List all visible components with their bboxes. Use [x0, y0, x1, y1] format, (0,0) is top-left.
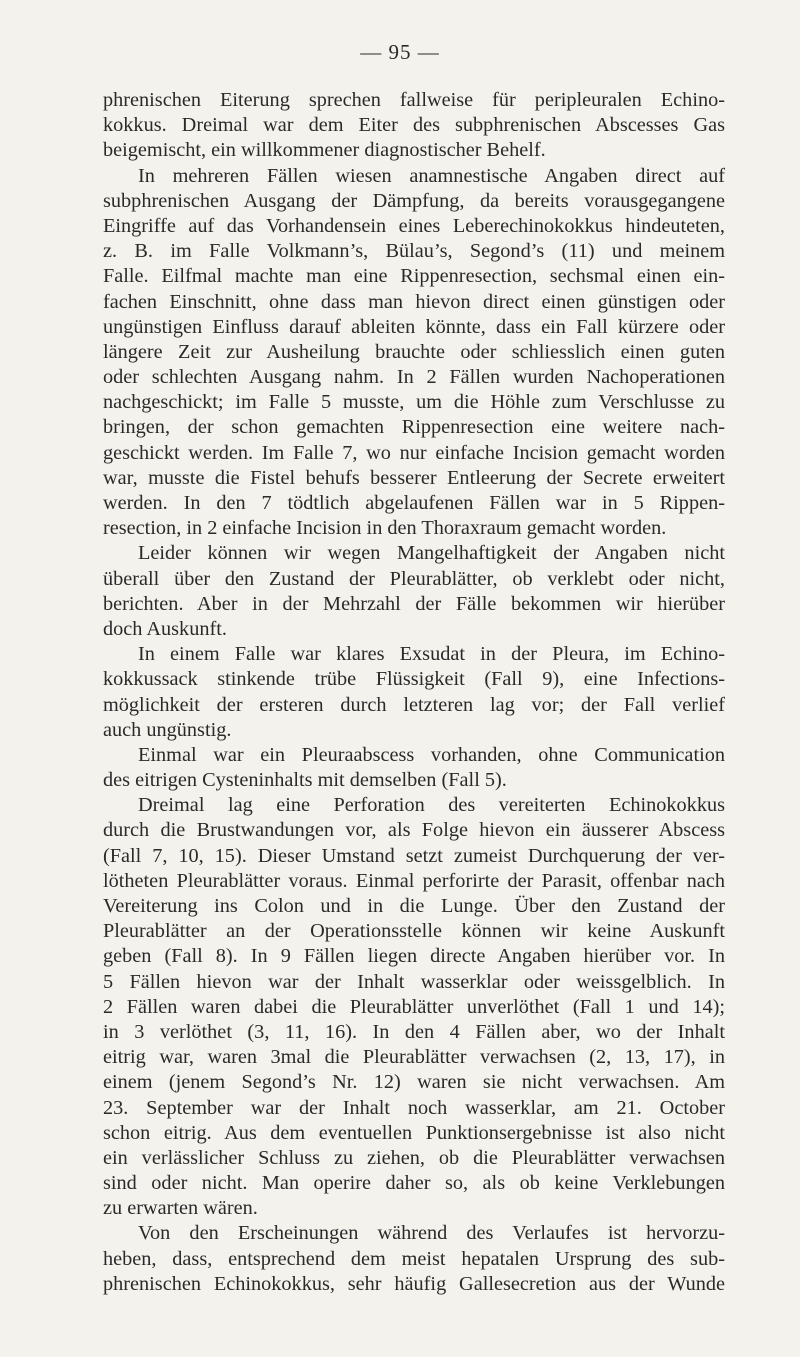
text-line: ungünstigen Einfluss darauf ableiten könnte, dass ein Fall kürzere oder: [103, 315, 725, 338]
text-line: doch Auskunft.: [103, 617, 227, 640]
text-line: möglichkeit der ersteren durch letzteren lag vor; der Fall verlief: [103, 693, 725, 716]
text-line: lötheten Pleurablätter voraus. Einmal perforirte der Parasit, offenbar nach: [103, 869, 725, 892]
text-line: durch die Brustwandungen vor, als Folge hievon ein äusserer Abscess: [103, 819, 725, 842]
text-line: Falle. Eilfmal machte man eine Rippenresection, sechsmal einen ein-: [103, 265, 725, 288]
text-line: Dreimal lag eine Perforation des vereiterten Echinokokkus: [138, 794, 725, 817]
text-line: des eitrigen Cysteninhalts mit demselben (Fall 5).: [103, 769, 507, 792]
text-line: 23. September war der Inhalt noch wasserklar, am 21. October: [103, 1096, 725, 1119]
body-text: [103, 88, 725, 1297]
text-line: in 3 verlöthet (3, 11, 16). In den 4 Fällen aber, wo der Inhalt: [103, 1020, 725, 1043]
text-line: beigemischt, ein willkommener diagnostischer Behelf.: [103, 139, 546, 162]
text-line: war, musste die Fistel behufs besserer Entleerung der Secrete erweitert: [103, 466, 725, 489]
text-line: bringen, der schon gemachten Rippenresection eine weitere nach-: [103, 416, 725, 439]
text-line: kokkus. Dreimal war dem Eiter des subphrenischen Abscesses Gas: [103, 114, 725, 137]
text-line: Eingriffe auf das Vorhandensein eines Leberechinokokkus hindeuteten,: [103, 214, 725, 237]
text-line: fachen Einschnitt, ohne dass man hievon direct einen günstigen oder: [103, 290, 725, 313]
text-line: ein verlässlicher Schluss zu ziehen, ob die Pleurablätter verwachsen: [103, 1146, 725, 1169]
text-line: subphrenischen Ausgang der Dämpfung, da bereits vorausgegangene: [103, 189, 725, 212]
text-line: nachgeschickt; im Falle 5 musste, um die Höhle zum Verschlusse zu: [103, 391, 725, 414]
text-line: In mehreren Fällen wiesen anamnestische Angaben direct auf: [138, 164, 725, 187]
text-line: geschickt werden. Im Falle 7, wo nur einfache Incision gemacht worden: [103, 441, 725, 464]
text-line: eitrig war, waren 3mal die Pleurablätter verwachsen (2, 13, 17), in: [103, 1046, 725, 1069]
text-line: berichten. Aber in der Mehrzahl der Fälle bekommen wir hierüber: [103, 592, 725, 615]
text-line: längere Zeit zur Ausheilung brauchte oder schliesslich einen guten: [103, 340, 725, 363]
text-line: Von den Erscheinungen während des Verlaufes ist hervorzu-: [138, 1222, 725, 1245]
text-line: auch ungünstig.: [103, 718, 232, 741]
text-line: Leider können wir wegen Mangelhaftigkeit der Angaben nicht: [138, 542, 725, 565]
text-line: Pleurablätter an der Operationsstelle können wir keine Auskunft: [103, 920, 725, 943]
text-line: schon eitrig. Aus dem eventuellen Punktionsergebnisse ist also nicht: [103, 1121, 725, 1144]
text-line: (Fall 7, 10, 15). Dieser Umstand setzt zumeist Durchquerung der ver-: [103, 844, 725, 867]
text-line: kokkussack stinkende trübe Flüssigkeit (Fall 9), eine Infections-: [103, 668, 725, 691]
text-line: In einem Falle war klares Exsudat in der Pleura, im Echino-: [138, 643, 725, 666]
text-line: geben (Fall 8). In 9 Fällen liegen directe Angaben hierüber vor. In: [103, 945, 725, 968]
text-line: 2 Fällen waren dabei die Pleurablätter unverlöthet (Fall 1 und 14);: [103, 995, 725, 1018]
text-line: phrenischen Eiterung sprechen fallweise für peripleuralen Echino-: [103, 89, 725, 111]
text-line: phrenischen Echinokokkus, sehr häufig Gallesecretion aus der Wunde: [103, 1272, 725, 1295]
text-line: überall über den Zustand der Pleurablätter, ob verklebt oder nicht,: [103, 567, 725, 590]
text-line: zu erwarten wären.: [103, 1197, 258, 1220]
page-number: — 95 —: [360, 40, 440, 64]
text-line: werden. In den 7 tödtlich abgelaufenen Fällen war in 5 Rippen-: [103, 492, 725, 514]
text-line: sind oder nicht. Man operire daher so, als ob keine Verklebungen: [103, 1172, 725, 1195]
text-line: oder schlechten Ausgang nahm. In 2 Fällen wurden Nachoperationen: [103, 366, 725, 389]
text-line: Einmal war ein Pleuraabscess vorhanden, ohne Communication: [138, 743, 725, 766]
text-line: z. B. im Falle Volkmann’s, Bülau’s, Segond’s (11) und meinem: [103, 240, 725, 263]
text-line: Vereiterung ins Colon und in die Lunge. Über den Zustand der: [103, 895, 725, 917]
text-line: resection, in 2 einfache Incision in den Thoraxraum gemacht worden.: [103, 517, 667, 540]
text-line: einem (jenem Segond’s Nr. 12) waren sie nicht verwachsen. Am: [103, 1071, 725, 1094]
text-line: 5 Fällen hievon war der Inhalt wasserklar oder weissgelblich. In: [103, 970, 725, 993]
text-line: heben, dass, entsprechend dem meist hepatalen Ursprung des sub-: [103, 1247, 725, 1270]
